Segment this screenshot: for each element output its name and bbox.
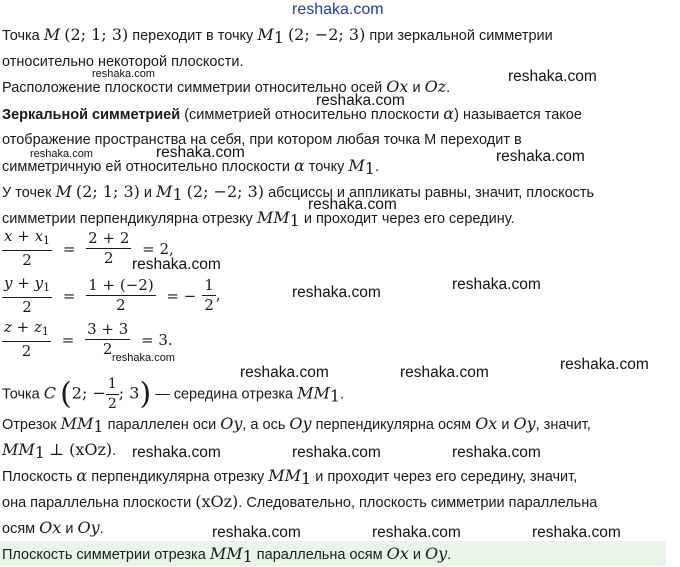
definition-line-1: Зеркальной симметрией (симметрией относительно плоскости α) называется такое	[2, 104, 582, 123]
watermark[interactable]: reshaka.com	[496, 148, 585, 165]
watermark[interactable]: reshaka.com	[212, 524, 301, 541]
answer-highlight	[0, 541, 666, 566]
watermark[interactable]: reshaka.com	[240, 364, 329, 381]
answer-text: Плоскость симметрии отрезка $MM_1$ параллельна осям Ox и Oy.	[2, 544, 452, 566]
watermark[interactable]: reshaka.com	[292, 284, 381, 301]
watermark[interactable]: reshaka.com	[452, 444, 541, 461]
watermark[interactable]: reshaka.com	[292, 444, 381, 461]
midpoint-statement: Точка C (2; − $\frac{1}{2}$ ; 3) — середина отрезка $MM_1$.	[2, 376, 345, 412]
paragraph-4-line-1: У точек M (2; 1; 3) и $M_1$ (2; −2; 3) абсциссы и аппликаты равны, значит, плоскость	[2, 182, 595, 204]
paragraph-1-line-2: относительно некоторой плоскости.	[2, 54, 244, 70]
watermark[interactable]: reshaka.com	[132, 256, 221, 273]
equation-y-midpoint: $\frac{y + y_1}{2}$ = $\frac{1 + (-2)}{2}$ = − $\frac{1}{2}$ ,	[4, 274, 221, 316]
watermark[interactable]: reshaka.com	[156, 144, 245, 161]
paragraph-2: Расположение плоскости симметрии относительно осей Ox и Oz.	[2, 77, 451, 96]
paragraph-7-line-3: осям Ox и Oy.	[2, 518, 104, 537]
paragraph-1-line-1: Точка M (2; 1; 3) переходит в точку $M_1$ (2; −2; 3) при зеркальной симметрии	[2, 25, 553, 47]
equation-x-midpoint: $\frac{x + x_1}{2}$ = $\frac{2 + 2}{2}$ = 2,	[4, 227, 174, 269]
equation-z-midpoint: $\frac{z + z_1}{2}$ = $\frac{3 + 3}{2}$ = 3.	[4, 318, 173, 360]
watermark[interactable]: reshaka.com	[532, 524, 621, 541]
watermark[interactable]: reshaka.com	[316, 92, 405, 109]
watermark[interactable]: reshaka.com	[400, 364, 489, 381]
watermark[interactable]: reshaka.com	[112, 352, 175, 364]
watermark[interactable]: reshaka.com	[372, 524, 461, 541]
definition-term: Зеркальной симметрией	[2, 107, 181, 123]
paragraph-4-line-2: симметрии перпендикулярна отрезку $MM_1$ и проходит через его середину.	[2, 208, 515, 230]
watermark[interactable]: reshaka.com	[92, 68, 155, 80]
watermark[interactable]: reshaka.com	[132, 444, 221, 461]
watermark[interactable]: reshaka.com	[452, 276, 541, 293]
definition-line-3: симметричную ей относительно плоскости α точку $M_1$.	[2, 156, 379, 178]
watermark[interactable]: reshaka.com	[560, 356, 649, 373]
definition-line-2: отображение пространства на себя, при котором любая точка M переходит в	[2, 132, 522, 148]
paragraph-7-line-2: она параллельна плоскости (xOz). Следовательно, плоскость симметрии параллельна	[2, 492, 598, 511]
watermark-top[interactable]: reshaka.com	[292, 1, 384, 18]
paragraph-6-line-1: Отрезок $MM_1$ параллелен оси Oy, а ось Oy перпендикулярна осям Ox и Oy, значит,	[2, 414, 591, 436]
paragraph-7-line-1: Плоскость α перпендикулярна отрезку $MM_1$ и проходит через его середину, значит,	[2, 466, 578, 488]
paragraph-6-line-2: $MM_1$ ⊥ (xOz).	[2, 440, 117, 462]
watermark[interactable]: reshaka.com	[308, 196, 397, 213]
watermark[interactable]: reshaka.com	[508, 68, 597, 85]
watermark[interactable]: reshaka.com	[30, 148, 93, 160]
